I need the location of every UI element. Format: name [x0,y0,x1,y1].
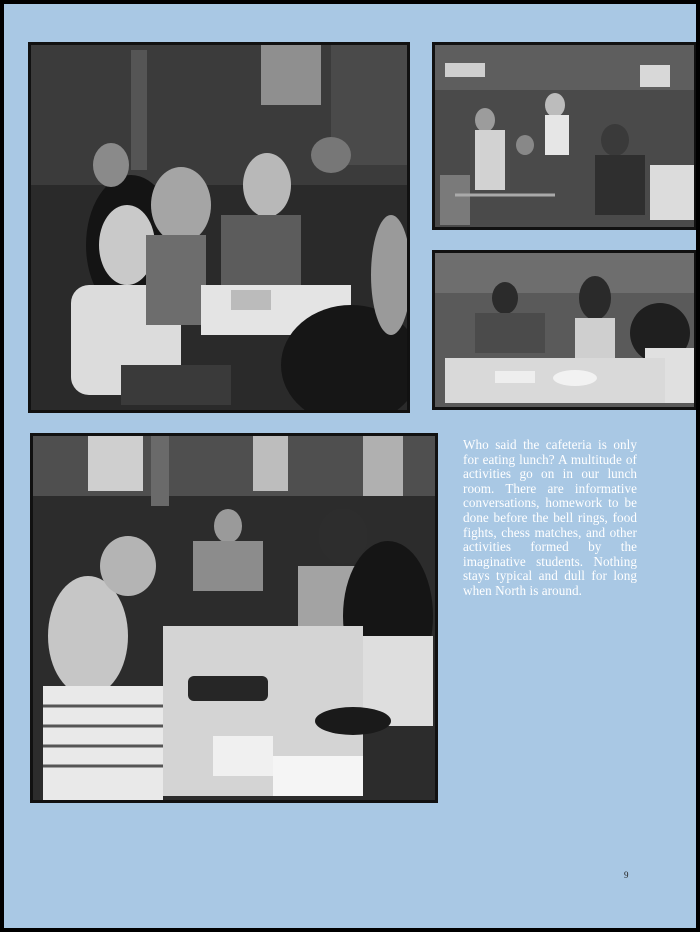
photo-students-at-lunch-table-image [31,45,407,410]
photo-lunch-conversations [30,433,438,803]
photo-cafeteria-crowd-image [435,45,694,227]
page-number: 9 [624,870,629,880]
caption-text: Who said the cafeteria is only for eating lunch? A multitude of activities go on in our lunch room. There are informative conversations, homework to be done before the bell rings, food fights, chess matches, and other activities formed by the imaginative students. Nothing stays typical and dull for long when North is around. [463,437,637,598]
photo-students-studying [432,250,696,410]
yearbook-page [4,4,696,928]
photo-students-at-lunch-table [28,42,410,413]
photo-students-studying-image [435,253,694,407]
photo-cafeteria-crowd [432,42,696,230]
photo-lunch-conversations-image [33,436,435,800]
